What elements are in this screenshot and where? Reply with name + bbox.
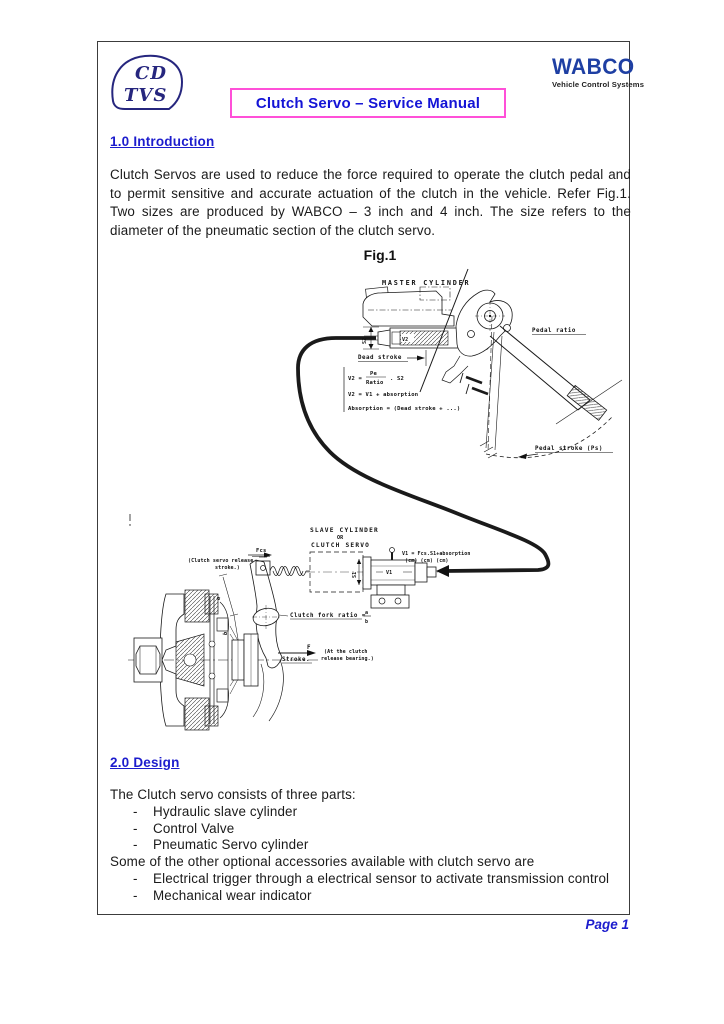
section-heading-introduction: 1.0 Introduction: [110, 134, 215, 149]
label-formula2: V2 = V1 + absorption: [348, 392, 419, 398]
label-formula1-denominator: Ratio: [366, 380, 384, 386]
label-formula3: Absorption = (Dead stroke + ...): [348, 406, 461, 412]
label-v1-units: (cm) (cm) (cm): [405, 558, 449, 564]
list-item-text: Pneumatic Servo cylinder: [153, 837, 309, 853]
label-release-stroke-2: stroke.): [215, 565, 240, 571]
design-text-line: Some of the other optional accessories available with clutch servo are: [110, 854, 535, 870]
paragraph-line: Clutch Servos are used to reduce the force required to operate the clutch pedal and: [110, 167, 631, 182]
list-item-text: Mechanical wear indicator: [153, 887, 312, 903]
introduction-paragraph: [110, 166, 631, 240]
label-clutch-fork-ratio: Clutch fork ratio =: [290, 613, 366, 619]
cdtvs-logo: [104, 50, 190, 118]
page-number: Page 1: [585, 917, 629, 932]
label-at-clutch-1: (At the clutch: [324, 649, 368, 655]
list-item: [110, 804, 631, 821]
list-item: [110, 837, 631, 854]
label-stroke: Stroke.: [282, 657, 310, 663]
design-section: [110, 787, 631, 905]
bullet-dash: -: [133, 803, 138, 819]
label-pedal-ratio: Pedal ratio: [532, 328, 576, 334]
label-release-stroke-1: (Clutch servo release: [188, 558, 254, 564]
bullet-dash: -: [133, 870, 138, 886]
figure-1-diagram: [120, 264, 630, 742]
figure-caption: Fig.1: [363, 247, 397, 263]
list-item: [110, 821, 631, 838]
list-item-text: Electrical trigger through a electrical sensor to activate transmission control: [153, 870, 610, 886]
label-formula1-tail: . S2: [390, 376, 405, 382]
label-fork-ratio-numerator: a: [365, 610, 369, 616]
label-formula1-lhs: V2 =: [348, 376, 363, 382]
label-dead-stroke: Dead stroke: [358, 355, 402, 361]
label-at-clutch-2: release bearing.): [321, 656, 374, 662]
list-item-text: Control Valve: [153, 820, 235, 836]
label-clutch-servo: CLUTCH SERVO: [311, 542, 371, 549]
list-item: [110, 888, 631, 905]
label-fork-ratio-denominator: b: [365, 619, 369, 625]
paragraph-line: diameter of the pneumatic section of the clutch servo.: [110, 222, 436, 238]
bullet-dash: -: [133, 837, 138, 853]
label-formula1-numerator: Pe: [370, 371, 378, 377]
clutch-fork-drawing: [219, 557, 371, 721]
label-pedal-stroke: Pedal stroke (Ps): [535, 446, 603, 452]
paragraph-line: Two sizes are produced by WABCO – 3 inch and 4 inch. The size refers to the: [110, 204, 631, 220]
design-text-line: The Clutch servo consists of three parts:: [110, 787, 356, 802]
cdtvs-logo-top-text: CD: [135, 63, 167, 84]
list-item-text: Hydraulic slave cylinder: [153, 803, 298, 819]
label-or: OR: [337, 535, 344, 541]
section-heading-design: 2.0 Design: [110, 755, 180, 770]
label-v1-formula: V1 = Fcs.S1+absorption: [402, 551, 471, 557]
bullet-dash: -: [133, 820, 138, 836]
label-s2: S2: [362, 337, 368, 344]
clutch-assembly-drawing: [128, 514, 320, 730]
label-dim-a: a: [215, 595, 223, 602]
bullet-dash: -: [133, 887, 138, 903]
wabco-tagline: Vehicle Control Systems: [552, 80, 645, 89]
label-dim-b: b: [222, 631, 230, 636]
label-slave-cylinder: SLAVE CYLINDER: [310, 527, 379, 534]
list-item: [110, 871, 631, 888]
label-v2: V2: [402, 337, 409, 343]
wabco-logo: [552, 56, 662, 89]
label-s1: S1: [352, 571, 358, 578]
document-title-text: Clutch Servo – Service Manual: [255, 94, 481, 112]
label-fcs: Fcs: [256, 548, 267, 554]
label-f-force: F: [307, 645, 311, 651]
label-v1: V1: [386, 570, 393, 576]
cdtvs-logo-bottom-text: TVS: [124, 85, 168, 106]
wabco-wordmark: WABCO: [552, 54, 635, 80]
document-title: [230, 88, 506, 118]
paragraph-line: to permit sensitive and accurate actuation of the clutch in the vehicle. Refer Fig.1.: [110, 185, 631, 201]
label-master-cylinder: MASTER CYLINDER: [382, 279, 471, 287]
